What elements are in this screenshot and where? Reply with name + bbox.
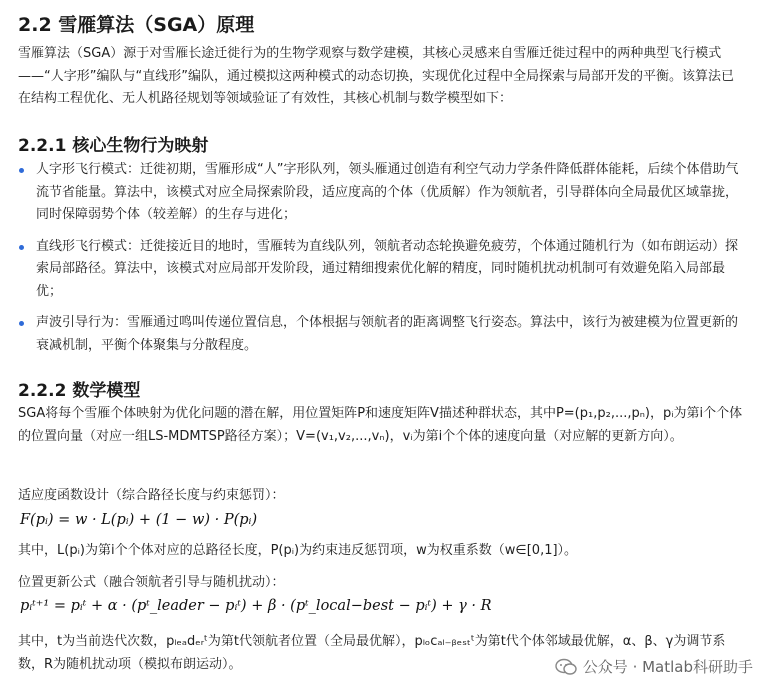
position-explanation: 其中，t为当前迭代次数，pₗₑₐdₑᵣᵗ为第t代领航者位置（全局最优解），pₗₒcₐₗ₋ᵦₑₛₜᵗ为第t代个体邻域最优解，α、β、γ为调节系数，R为随机扰动项（模拟布朗运动）。 xyxy=(18,634,726,672)
subsection-heading-model: 2.2.2 数学模型 xyxy=(18,381,141,401)
list-item-text: 直线形飞行模式：迁徙接近目的地时，雪雁转为直线队列，领航者动态轮换避免疲劳，个体通过随机行为（如布朗运动）探索局部路径。算法中，该模式对应局部开发阶段，通过精细搜索优化解的精度，同时随机扰动机制可有效避免陷入局部最优； xyxy=(36,238,739,299)
fitness-formula: F(pᵢ) = w · L(pᵢ) + (1 − w) · P(pᵢ) xyxy=(20,512,258,528)
model-paragraph: SGA将每个雪雁个体映射为优化问题的潜在解，用位置矩阵P和速度矩阵V描述种群状态，其中P=(p₁,p₂,...,pₙ)，pᵢ为第i个个体的位置向量（对应一组LS-MDMTSP路径方案）；V=(v₁,v₂,...,vₙ)，vᵢ为第i个个体的速度向量（对应解的更新方向）。 xyxy=(18,406,743,444)
behavior-list xyxy=(18,159,746,366)
list-item-text: 声波引导行为：雪雁通过鸣叫传递位置信息，个体根据与领航者的距离调整飞行姿态。算法中，该行为被建模为位置更新的衰减机制，平衡个体聚集与分散程度。 xyxy=(36,315,739,353)
list-item xyxy=(18,159,746,227)
intro-paragraph: 雪雁算法（SGA）源于对雪雁长途迁徙行为的生物学观察与数学建模，其核心灵感来自雪雁迁徙过程中的两种典型飞行模式——“人字形”编队与“直线形”编队，通过模拟这两种模式的动态切换，实现优化过程中全局探索与局部开发的平衡。该算法已在结构工程优化、无人机路径规划等领域验证了有效性，其核心机制与数学模型如下： xyxy=(18,46,734,106)
subsection-heading-behavior: 2.2.1 核心生物行为映射 xyxy=(18,136,209,156)
bullet-dot-icon xyxy=(19,168,24,173)
list-item xyxy=(18,236,746,304)
list-item-text: 人字形飞行模式：迁徙初期，雪雁形成“人”字形队列，领头雁通过创造有利空气动力学条件降低群体能耗，后续个体借助气流节省能量。算法中，该模式对应全局探索阶段，适应度高的个体（优质解）作为领航者，引导群体向全局最优区域靠拢，同时保障弱势个体（较差解）的生存与进化； xyxy=(36,162,739,222)
watermark-text: 公众号 · Matlab科研助手 xyxy=(582,658,753,676)
fitness-title: 适应度函数设计（综合路径长度与约束惩罚）： xyxy=(18,488,285,503)
bullet-dot-icon xyxy=(19,321,24,326)
fitness-explanation: 其中，L(pᵢ)为第i个个体对应的总路径长度，P(pᵢ)为约束违反惩罚项，w为权重系数（w∈[0,1]）。 xyxy=(18,543,578,558)
list-item xyxy=(18,312,746,357)
wechat-icon xyxy=(555,658,577,676)
position-update-title: 位置更新公式（融合领航者引导与随机扰动）： xyxy=(18,575,285,590)
watermark xyxy=(555,656,753,677)
bullet-dot-icon xyxy=(19,245,24,250)
position-update-formula: pᵢᵗ⁺¹ = pᵢᵗ + α · (pᵗ_leader − pᵢᵗ) + β · (pᵗ_local−best − pᵢᵗ) + γ · R xyxy=(20,598,492,614)
section-heading: 2.2 雪雁算法（SGA）原理 xyxy=(18,14,255,36)
